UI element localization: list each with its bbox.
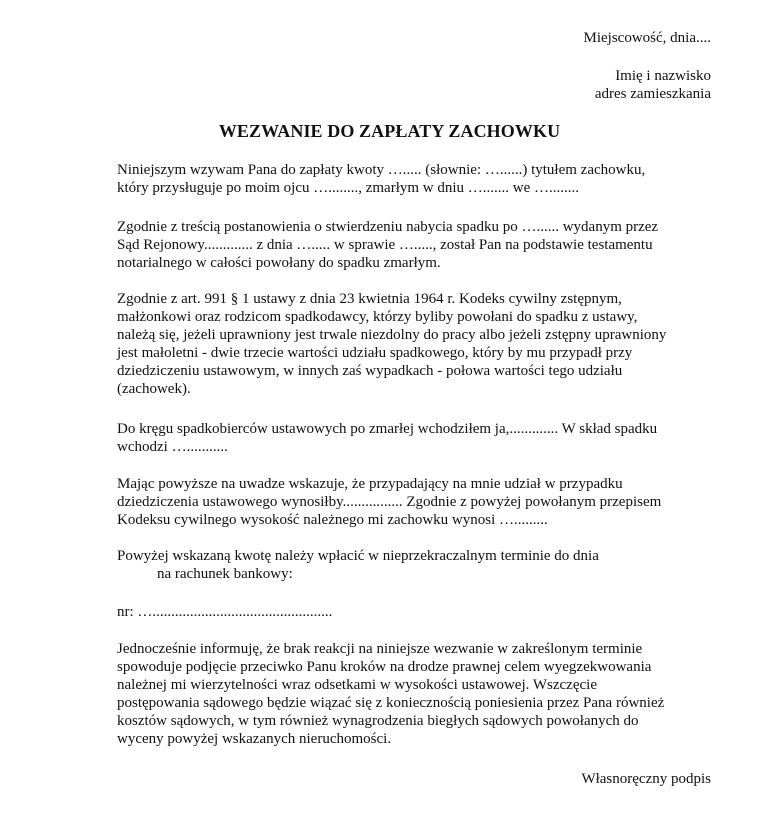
text-line: Do kręgu spadkobierców ustawowych po zmarłej wchodziłem ja,............. W skład spadku	[117, 421, 658, 437]
text-line: Mając powyższe na uwadze wskazuje, że przypadający na mnie udział w przypadku	[117, 476, 623, 492]
text-line: Kodeksu cywilnego wysokość należnego mi zachowku wynosi ….........	[117, 512, 548, 528]
paragraph-payment-deadline	[117, 547, 722, 583]
sender-name: Imię i nazwisko	[615, 68, 711, 84]
text-line: jest małoletni - dwie trzecie wartości udziału spadkowego, który by mu przypadł przy	[117, 345, 633, 361]
place-date: Miejscowość, dnia....	[583, 30, 711, 46]
text-line: należą się, jeżeli uprawniony jest trwale niezdolny do pracy albo jeżeli zstępny uprawniony	[117, 327, 667, 343]
text-line: który przysługuje po moim ojcu …........, zmarłym w dniu …....... we …........	[117, 180, 580, 196]
text-line: spowoduje podjęcie przeciwko Panu kroków na drodze prawnej celem wyegzekwowania	[117, 659, 652, 675]
paragraph-payment-request	[117, 161, 722, 197]
text-line: dziedziczeniu ustawowym, w innych zaś wypadkach - połowa wartości tego udziału	[117, 363, 623, 379]
text-line: dziedziczenia ustawowego wynosiłby................ Zgodnie z powyżej powołanym przepisem	[117, 494, 662, 510]
document-title: WEZWANIE DO ZAPŁATY ZACHOWKU	[218, 121, 561, 141]
text-line: notarialnego w całości powołany do spadku zmarłym.	[117, 255, 441, 271]
text-line: wyceny powyżej wskazanych nieruchomości.	[117, 731, 392, 747]
paragraph-inheritance-decision	[117, 218, 722, 272]
text-line: (zachowek).	[117, 381, 191, 397]
text-line: Sąd Rejonowy............. z dnia …..... w sprawie …....., został Pan na podstawie testamentu	[117, 237, 653, 253]
text-line: małżonkowi oraz rodzicom spadkodawcy, którzy byliby powołani do spadku z ustawy,	[117, 309, 638, 325]
signature-label: Własnoręczny podpis	[581, 771, 711, 787]
sender-address: adres zamieszkania	[594, 86, 711, 102]
text-line: na rachunek bankowy:	[157, 566, 293, 582]
text-line: kosztów sądowych, w tym również wynagrodzenia biegłych sądowych powołanych do	[117, 713, 639, 729]
paragraph-legal-consequences	[117, 640, 722, 748]
paragraph-share-calculation	[117, 475, 722, 529]
text-line: należnej mi wierzytelności wraz odsetkami w wysokości ustawowej. Wszczęcie	[117, 677, 597, 693]
text-line: postępowania sądowego będzie wiązać się z koniecznością poniesienia przez Pana również	[117, 695, 665, 711]
text-line: wchodzi …...........	[117, 439, 228, 455]
paragraph-legal-basis	[117, 290, 722, 398]
text-line: Zgodnie z treścią postanowienia o stwierdzeniu nabycia spadku po …...... wydanym przez	[117, 219, 659, 235]
text-line: Jednocześnie informuję, że brak reakcji na niniejsze wezwanie w zakreślonym terminie	[117, 641, 643, 657]
text-line: Powyżej wskazaną kwotę należy wpłacić w nieprzekraczalnym terminie do dnia	[117, 548, 599, 564]
bank-account-number: nr: …................................................	[117, 604, 333, 620]
text-line: Zgodnie z art. 991 § 1 ustawy z dnia 23 kwietnia 1964 r. Kodeks cywilny zstępnym,	[117, 291, 622, 307]
sender-block	[595, 67, 711, 103]
paragraph-heirs	[117, 420, 722, 456]
text-line: Niniejszym wzywam Pana do zapłaty kwoty …..... (słownie: …......) tytułem zachowku,	[117, 162, 646, 178]
